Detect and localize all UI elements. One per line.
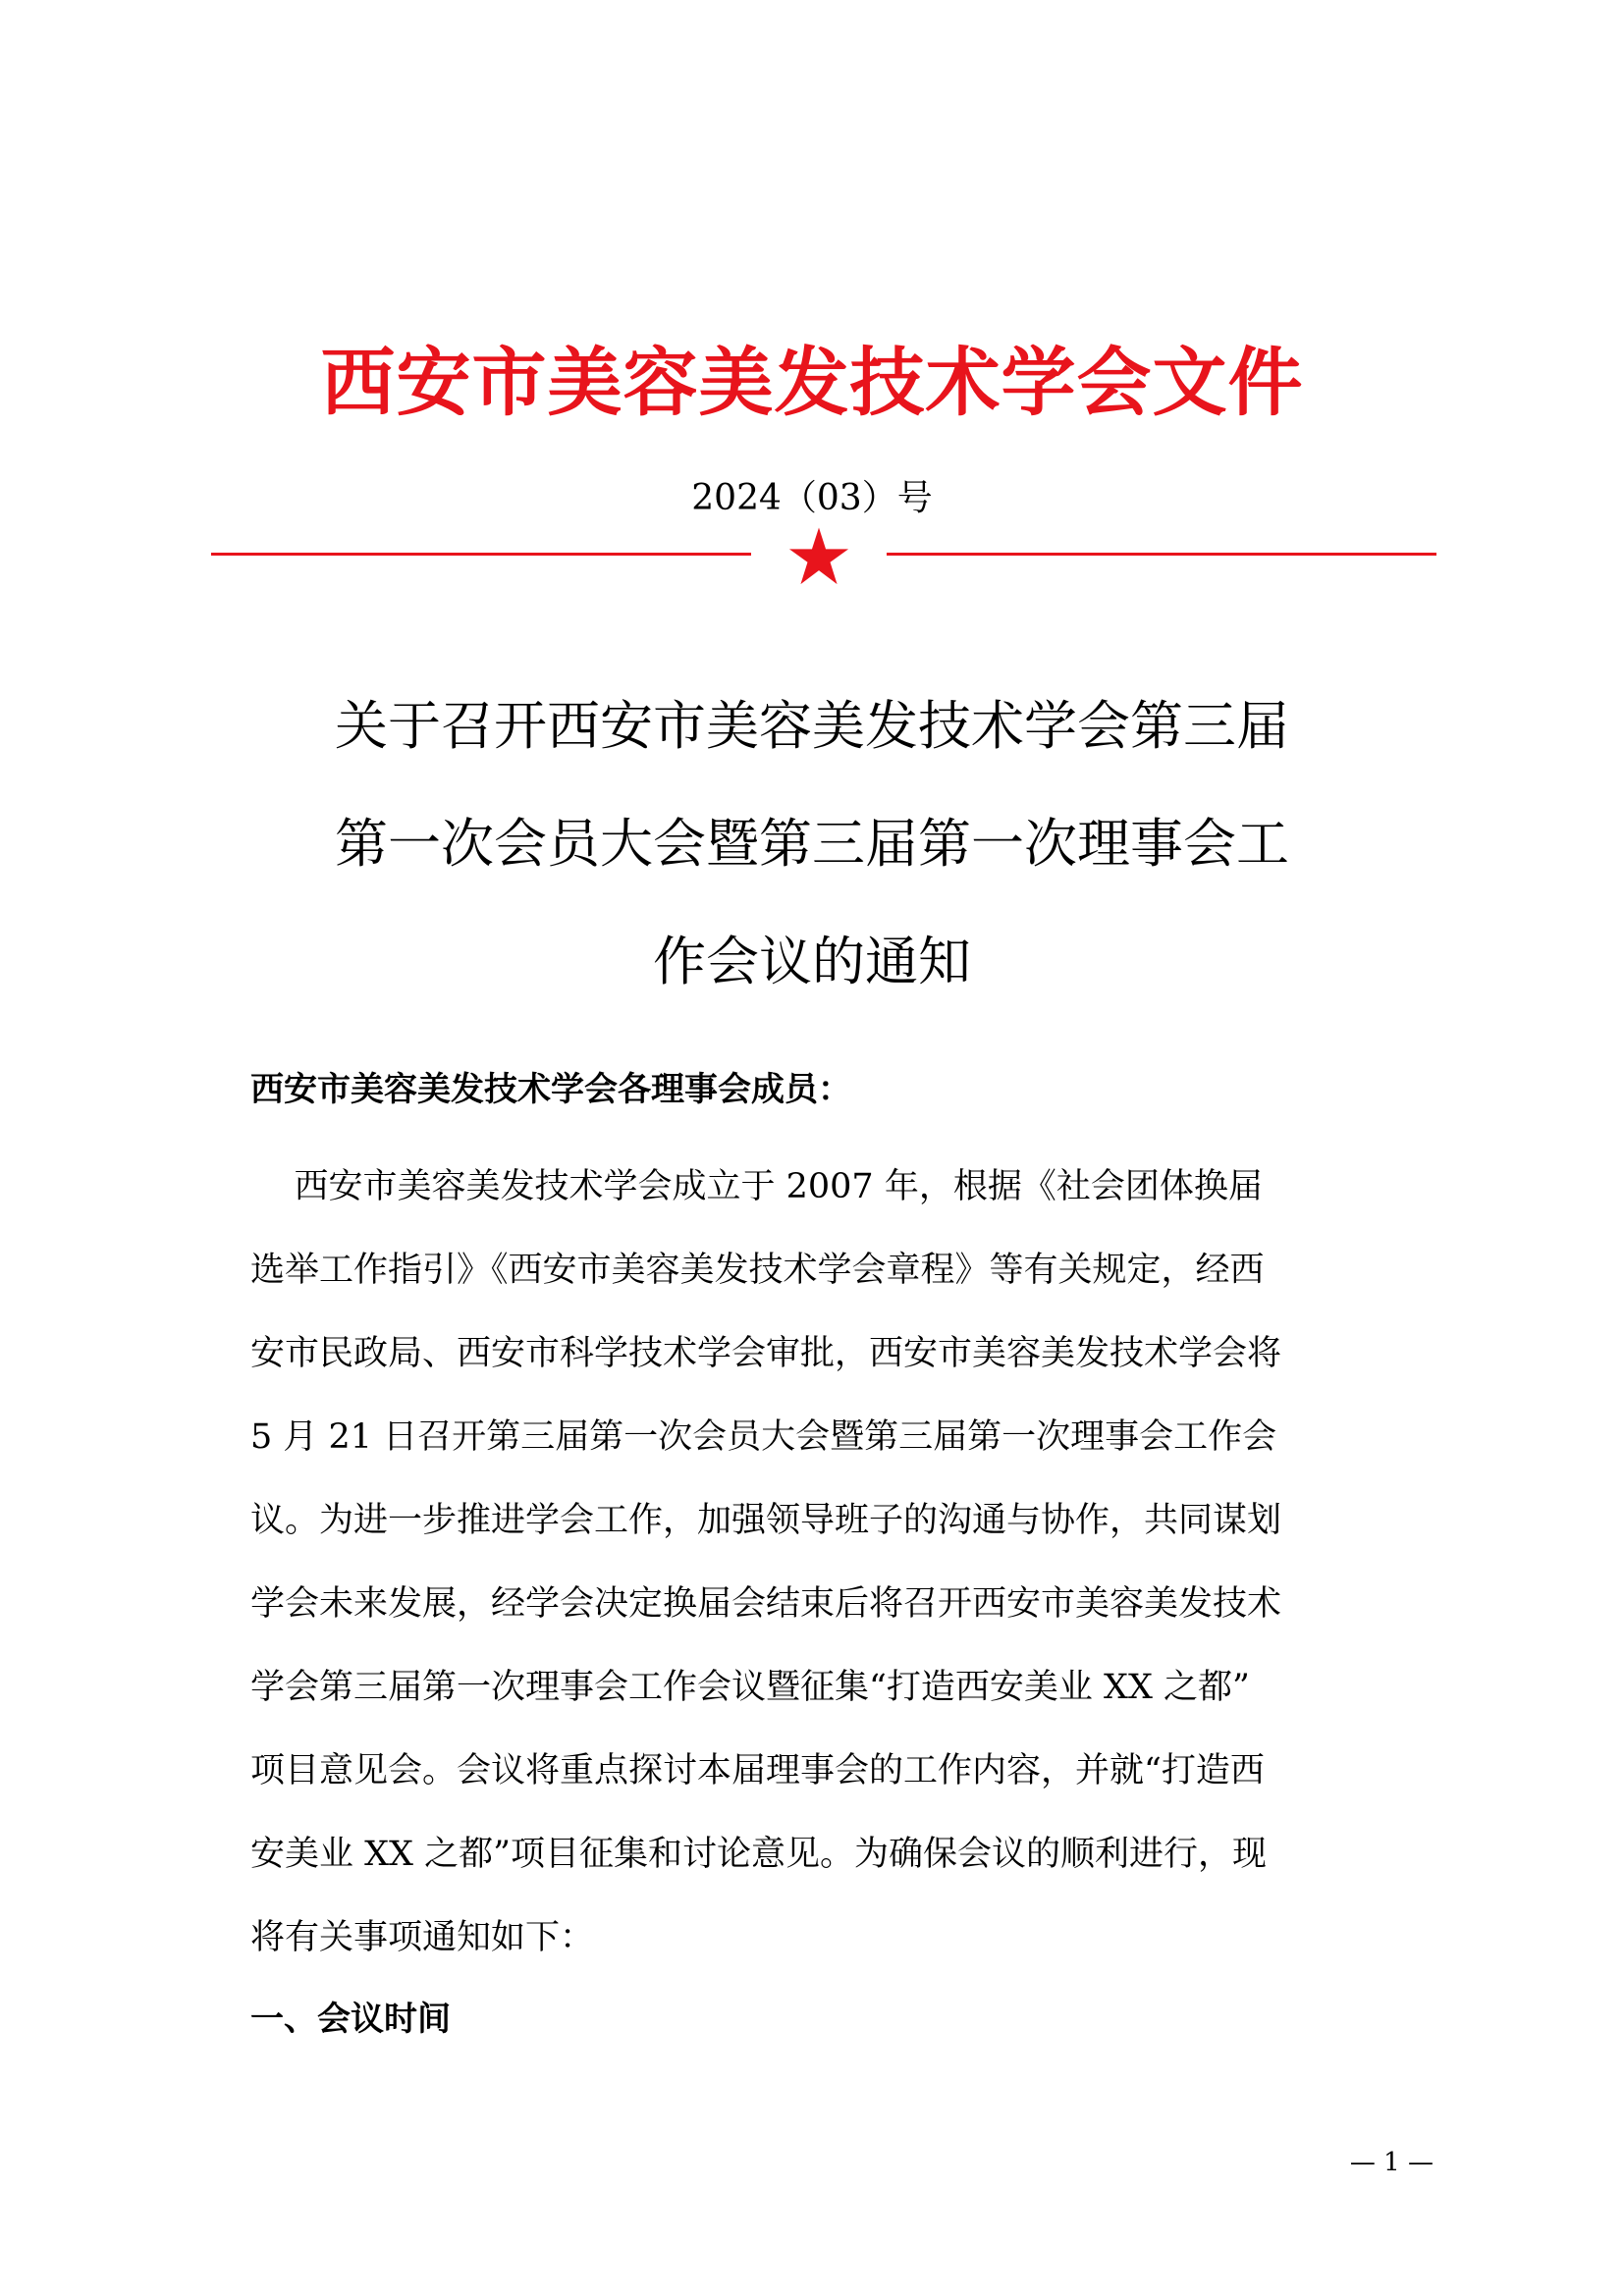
- body-line: 议。为进一步推进学会工作，加强领导班子的沟通与协作，共同谋划: [250, 1501, 1282, 1540]
- body-line: 将有关事项通知如下：: [250, 1918, 595, 1957]
- body-line: 安市民政局、西安市科学技术学会审批，西安市美容美发技术学会将: [250, 1334, 1282, 1373]
- body-line: 选举工作指引》《西安市美容美发技术学会章程》等有关规定，经西: [250, 1251, 1265, 1290]
- red-star-icon: [787, 525, 850, 588]
- salutation: 西安市美容美发技术学会各理事会成员：: [250, 1070, 851, 1109]
- body-line: 西安市美容美发技术学会成立于 2007 年，根据《社会团体换届: [250, 1167, 1263, 1206]
- section-heading-meeting-time: 一、会议时间: [250, 2000, 451, 2039]
- body-line: 项目意见会。会议将重点探讨本届理事会的工作内容，并就“打造西: [250, 1751, 1265, 1790]
- body-line: 安美业 XX 之都”项目征集和讨论意见。为确保会议的顺利进行，现: [250, 1835, 1267, 1874]
- body-paragraph: [250, 1146, 1389, 1980]
- star-shape: [789, 528, 848, 585]
- body-line: 5 月 21 日召开第三届第一次会员大会暨第三届第一次理事会工作会: [250, 1417, 1277, 1457]
- body-line: 学会未来发展，经学会决定换届会结束后将召开西安市美容美发技术: [250, 1584, 1282, 1624]
- page-number: — 1 —: [1349, 2148, 1434, 2177]
- notice-title-line: 关于召开西安市美容美发技术学会第三届: [335, 695, 1289, 757]
- header-divider-left: [211, 553, 751, 556]
- notice-title-line: 作会议的通知: [653, 931, 971, 992]
- notice-title-line: 第一次会员大会暨第三届第一次理事会工: [335, 813, 1289, 875]
- document-number: 2024（03）号: [691, 478, 933, 518]
- document-header-title: 西安市美容美发技术学会文件: [320, 339, 1304, 426]
- header-divider-right: [887, 553, 1436, 556]
- notice-title: [226, 667, 1398, 1021]
- body-line: 学会第三届第一次理事会工作会议暨征集“打造西安美业 XX 之都”: [250, 1668, 1250, 1707]
